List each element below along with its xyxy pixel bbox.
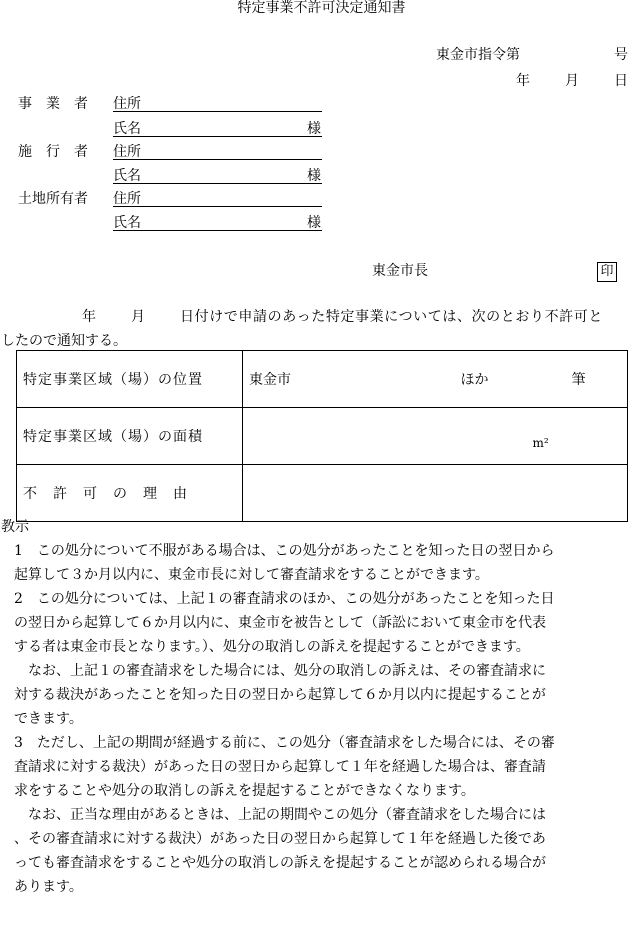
notice-heading: 教示	[1, 519, 29, 535]
table-row	[17, 351, 628, 408]
address-line	[113, 206, 322, 207]
notice-line: っても審査請求をすることや処分の取消しの訴えを提起することが認められる場合が	[0, 855, 546, 871]
date-day: 日	[614, 73, 628, 89]
notice-body	[0, 539, 643, 899]
value-city: 東金市	[249, 372, 291, 388]
document-title: 特定事業不許可決定通知書	[237, 0, 406, 16]
honorific: 様	[307, 168, 321, 184]
notice-line: 3 ただし、上記の期間が経過する前に、この処分（審査請求をした場合には、その審	[0, 735, 555, 751]
table-row-label	[17, 408, 243, 465]
intro-year: 年	[82, 309, 96, 325]
notice-line: できます。	[0, 711, 83, 727]
table-row	[17, 465, 628, 522]
notice-line: 査請求に対する裁決）があった日の翌日から起算して１年を経過した場合は、審査請	[0, 759, 546, 775]
name-line	[113, 230, 322, 231]
table-row	[17, 408, 628, 465]
address-label: 住所	[113, 144, 141, 160]
address-label: 住所	[113, 96, 141, 112]
intro-text-line2: したので通知する。	[1, 333, 127, 349]
honorific: 様	[307, 121, 321, 137]
value-parcels: 筆	[571, 372, 586, 388]
notice-line: 求をすることや処分の取消しの訴えを提起することができなくなります。	[0, 783, 475, 799]
name-label: 氏名	[113, 215, 141, 231]
notice-line: なお、正当な理由があるときは、上記の期間やこの処分（審査請求をした場合には	[0, 807, 546, 823]
table-row-value	[243, 408, 628, 465]
name-label: 氏名	[113, 121, 141, 137]
seal-box: 印	[597, 262, 617, 282]
notice-line: 2 この処分については、上記１の審査請求のほか、この処分があったことを知った日	[0, 591, 555, 607]
intro-text: 日付けで申請のあった特定事業については、次のとおり不許可と	[180, 309, 603, 325]
table-row-label	[17, 465, 243, 522]
role-label: 土地所有者	[18, 191, 88, 207]
issuer-name: 東金市長	[372, 263, 428, 279]
table-row-value	[243, 465, 628, 522]
label-area: 特定事業区域（場）の面積	[23, 429, 203, 445]
honorific: 様	[307, 215, 321, 231]
info-table	[16, 350, 628, 522]
doc-number-prefix: 東金市指令第	[436, 47, 520, 63]
address-line	[113, 159, 322, 160]
name-label: 氏名	[113, 168, 141, 184]
intro-month: 月	[131, 309, 145, 325]
name-line	[113, 183, 322, 184]
date-year: 年	[516, 73, 530, 89]
doc-number-suffix: 号	[614, 47, 628, 63]
address-label: 住所	[113, 191, 141, 207]
notice-line: 、その審査請求に対する裁決）があった日の翌日から起算して１年を経過した後であ	[0, 831, 546, 847]
role-label: 事 業 者	[18, 96, 88, 112]
date-month: 月	[565, 73, 579, 89]
label-location: 特定事業区域（場）の位置	[23, 372, 203, 388]
notice-line: 起算して３か月以内に、東金市長に対して審査請求をすることができます。	[0, 567, 489, 583]
notice-line: 1 この処分について不服がある場合は、この処分があったことを知った日の翌日から	[0, 543, 555, 559]
role-label: 施 行 者	[18, 144, 88, 160]
label-reason: 不 許 可 の 理 由	[23, 486, 188, 502]
notice-line: の翌日から起算して６か月以内に、東金市を被告として（訴訟において東金市を代表	[0, 615, 546, 631]
notice-line: なお、上記１の審査請求をした場合には、処分の取消しの訴えは、その審査請求に	[0, 663, 546, 679]
table-row-value	[243, 351, 628, 408]
notice-line: あります。	[0, 879, 83, 895]
address-line	[113, 111, 322, 112]
table-row-label	[17, 351, 243, 408]
name-line	[113, 136, 322, 137]
value-others: ほか	[460, 372, 489, 388]
value-area-unit: m²	[532, 436, 549, 450]
notice-line: 対する裁決があったことを知った日の翌日から起算して６か月以内に提起することが	[0, 687, 546, 703]
notice-line: する者は東金市長となります。）、処分の取消しの訴えを提起することができます。	[0, 639, 530, 655]
